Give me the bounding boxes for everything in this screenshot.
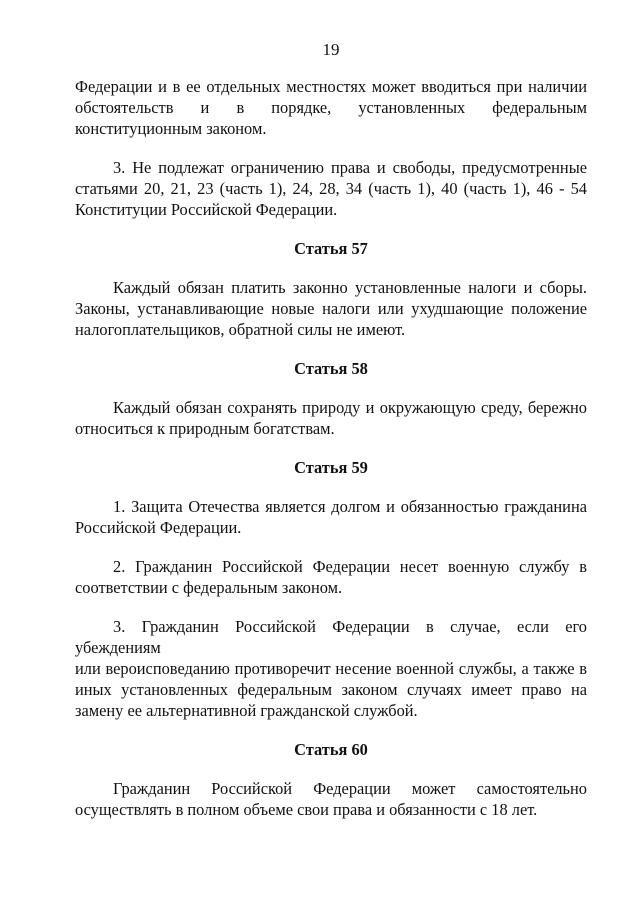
document-page <box>75 40 587 820</box>
text-line: налогоплательщиков, обратной силы не имеют. <box>75 320 406 339</box>
text-line: 2. Гражданин Российской Федерации несет военную службу в <box>113 557 587 576</box>
article-58-paragraph <box>75 397 587 439</box>
text-line: обстоятельств и в порядке, установленных федеральным <box>75 98 587 117</box>
text-line: 1. Защита Отечества является долгом и обязанностью гражданина <box>113 497 587 516</box>
item-3-paragraph <box>75 157 587 220</box>
text-line: соответствии с федеральным законом. <box>75 578 343 597</box>
text-line: конституционным законом. <box>75 119 267 138</box>
text-line: или вероисповеданию противоречит несение военной службы, а также в <box>75 659 587 678</box>
text-line: Каждый обязан сохранять природу и окружающую среду, бережно <box>113 398 587 417</box>
text-line: Российской Федерации. <box>75 518 242 537</box>
article-58-title: Статья 58 <box>294 359 368 378</box>
article-59-paragraph-1 <box>75 496 587 538</box>
article-60-title: Статья 60 <box>294 740 368 759</box>
continuation-paragraph <box>75 76 587 139</box>
text-line: Конституции Российской Федерации. <box>75 200 338 219</box>
text-line: 3. Не подлежат ограничению права и свободы, предусмотренные <box>113 158 587 177</box>
article-59-title: Статья 59 <box>294 458 368 477</box>
page-number: 19 <box>322 40 340 59</box>
text-line: осуществлять в полном объеме свои права и обязанности с 18 лет. <box>75 800 538 819</box>
text-line: 3. Гражданин Российской Федерации в случае, если его убеждениям <box>75 617 587 657</box>
text-line: относиться к природным богатствам. <box>75 419 335 438</box>
text-line: Законы, устанавливающие новые налоги или ухудшающие положение <box>75 299 587 318</box>
text-line: иных установленных федеральным законом случаях имеет право на <box>75 680 587 699</box>
article-59-paragraph-3 <box>75 616 587 721</box>
text-line: Гражданин Российской Федерации может самостоятельно <box>113 779 587 798</box>
article-59-paragraph-2 <box>75 556 587 598</box>
text-line: Каждый обязан платить законно установленные налоги и сборы. <box>113 278 587 297</box>
article-57-paragraph <box>75 277 587 340</box>
article-60-paragraph <box>75 778 587 820</box>
text-line: замену ее альтернативной гражданской службой. <box>75 701 418 720</box>
article-57-title: Статья 57 <box>294 239 368 258</box>
text-line: Федерации и в ее отдельных местностях может вводиться при наличии <box>75 77 587 96</box>
text-line: статьями 20, 21, 23 (часть 1), 24, 28, 34 (часть 1), 40 (часть 1), 46 - 54 <box>75 179 587 198</box>
